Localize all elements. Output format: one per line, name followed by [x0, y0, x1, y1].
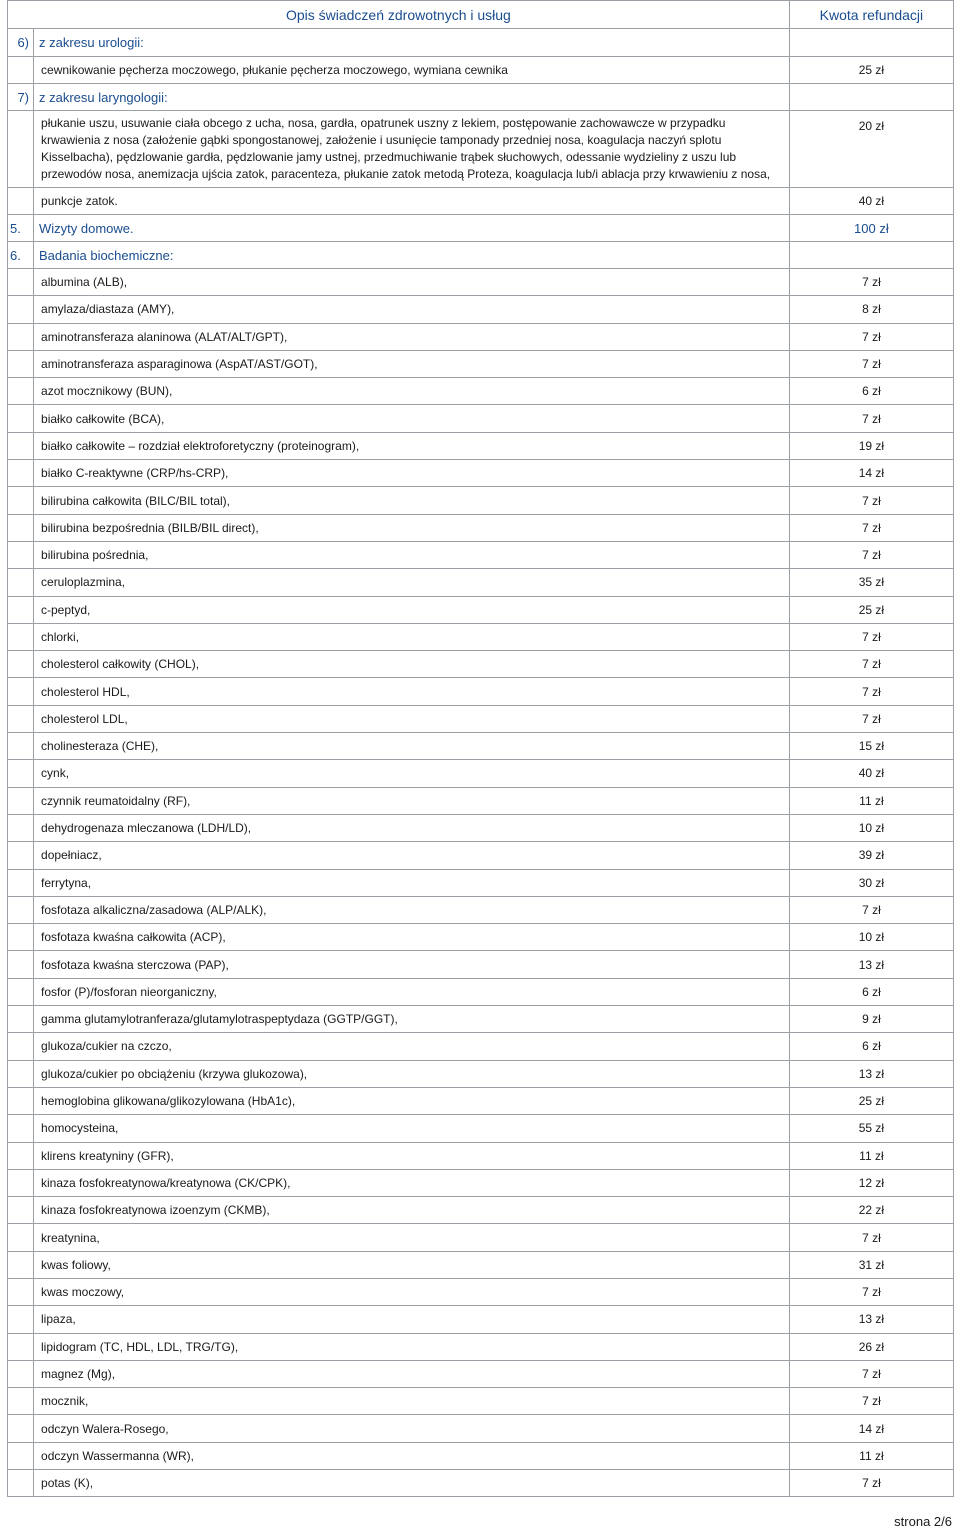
table-row: [8, 1142, 954, 1169]
item-amount: 7 zł: [789, 896, 953, 923]
item-name: dehydrogenaza mleczanowa (LDH/LD),: [34, 814, 790, 841]
table-row: [8, 378, 954, 405]
item-amount: 30 zł: [789, 869, 953, 896]
table-row: [8, 188, 954, 215]
table-row: [8, 924, 954, 951]
table-row: [8, 460, 954, 487]
item-amount: 7 zł: [789, 487, 953, 514]
item-amount: 7 zł: [789, 651, 953, 678]
item-amount: 6 zł: [789, 378, 953, 405]
item-amount: 7 zł: [789, 1360, 953, 1387]
item-name: lipaza,: [34, 1306, 790, 1333]
table-row: [8, 296, 954, 323]
item-name: kwas moczowy,: [34, 1278, 790, 1305]
item-name: bilirubina bezpośrednia (BILB/BIL direct),: [34, 514, 790, 541]
item-amount: 13 zł: [789, 1306, 953, 1333]
table-row: [8, 1415, 954, 1442]
table-row: [8, 1251, 954, 1278]
item-name: cholesterol LDL,: [34, 705, 790, 732]
section-row-laryngology: [8, 84, 954, 111]
item-name: albumina (ALB),: [34, 269, 790, 296]
item-line: krwawienia z nosa (założenie gąbki spongostanowej, założenie i usunięcie tamponady przedniej nosa, koagulacja naczyń splotu: [41, 133, 722, 147]
table-row: [8, 951, 954, 978]
item-amount: 11 zł: [789, 787, 953, 814]
table-row: [8, 1333, 954, 1360]
item-name: c-peptyd,: [34, 596, 790, 623]
item-amount: 31 zł: [789, 1251, 953, 1278]
item-name: cynk,: [34, 760, 790, 787]
item-amount: 13 zł: [789, 1060, 953, 1087]
item-amount: 25 zł: [789, 596, 953, 623]
item-amount: 7 zł: [789, 405, 953, 432]
section-number: 6.: [8, 242, 34, 269]
item-name: aminotransferaza asparaginowa (AspAT/AST/GOT),: [34, 350, 790, 377]
item-amount: 25 zł: [789, 1087, 953, 1114]
table-row: [8, 1197, 954, 1224]
table-row: [8, 814, 954, 841]
item-name: kinaza fosfokreatynowa izoenzym (CKMB),: [34, 1197, 790, 1224]
item-amount: 40 zł: [789, 188, 953, 215]
item-amount: 7 zł: [789, 269, 953, 296]
item-name: fosfotaza kwaśna całkowita (ACP),: [34, 924, 790, 951]
section-title: Badania biochemiczne:: [34, 242, 790, 269]
item-line: Kisselbacha), pędzlowanie gardła, pędzlowanie jamy ustnej, przedmuchiwanie trąbek słuchowych, odessanie wydzieliny z uszu lub: [41, 150, 737, 164]
item-name: białko całkowite (BCA),: [34, 405, 790, 432]
item-name: ceruloplazmina,: [34, 569, 790, 596]
table-row: [8, 596, 954, 623]
item-name: bilirubina całkowita (BILC/BIL total),: [34, 487, 790, 514]
table-header-row: [8, 1, 954, 29]
table-row: [8, 623, 954, 650]
item-name: amylaza/diastaza (AMY),: [34, 296, 790, 323]
table-row: [8, 432, 954, 459]
table-row: [8, 1360, 954, 1387]
table-row: [8, 1470, 954, 1497]
table-row: [8, 705, 954, 732]
section-row-biochemistry: [8, 242, 954, 269]
item-name: chlorki,: [34, 623, 790, 650]
section-amount: 100 zł: [789, 215, 953, 242]
item-amount: 26 zł: [789, 1333, 953, 1360]
page-number: strona 2/6: [894, 1514, 952, 1529]
table-row: [8, 1115, 954, 1142]
item-amount: 11 zł: [789, 1442, 953, 1469]
item-amount: 7 zł: [789, 705, 953, 732]
item-name: potas (K),: [34, 1470, 790, 1497]
table-row: [8, 323, 954, 350]
table-row: [8, 1033, 954, 1060]
section-title: z zakresu urologii:: [34, 29, 790, 57]
item-name: cholesterol całkowity (CHOL),: [34, 651, 790, 678]
item-amount: 25 zł: [789, 57, 953, 84]
item-name: odczyn Wassermanna (WR),: [34, 1442, 790, 1469]
table-row: [8, 1169, 954, 1196]
item-name: kreatynina,: [34, 1224, 790, 1251]
item-name: azot mocznikowy (BUN),: [34, 378, 790, 405]
item-name: fosfotaza alkaliczna/zasadowa (ALP/ALK),: [34, 896, 790, 923]
table-row: [8, 896, 954, 923]
table-row: [8, 541, 954, 568]
section-title: z zakresu laryngologii:: [34, 84, 790, 111]
item-name: mocznik,: [34, 1388, 790, 1415]
table-row: [8, 487, 954, 514]
item-amount: 14 zł: [789, 460, 953, 487]
table-row: [8, 1006, 954, 1033]
section-number: 7): [8, 84, 34, 111]
table-row: [8, 1087, 954, 1114]
biochem-list: [8, 269, 954, 1497]
item-amount: 8 zł: [789, 296, 953, 323]
item-name: fosfor (P)/fosforan nieorganiczny,: [34, 978, 790, 1005]
item-amount: 39 zł: [789, 842, 953, 869]
item-name: punkcje zatok.: [34, 188, 790, 215]
item-name: białko całkowite – rozdział elektroforetyczny (proteinogram),: [34, 432, 790, 459]
item-name: białko C-reaktywne (CRP/hs-CRP),: [34, 460, 790, 487]
table-row: [8, 405, 954, 432]
item-amount: 7 zł: [789, 350, 953, 377]
header-amount: Kwota refundacji: [789, 1, 953, 29]
item-amount: 40 zł: [789, 760, 953, 787]
item-name: lipidogram (TC, HDL, LDL, TRG/TG),: [34, 1333, 790, 1360]
item-name-multiline: [34, 111, 790, 188]
table-row: [8, 678, 954, 705]
table-row: [8, 569, 954, 596]
item-name: czynnik reumatoidalny (RF),: [34, 787, 790, 814]
table-row: [8, 1388, 954, 1415]
item-line: przewodów nosa, anemizacja ujścia zatok, paracenteza, płukanie zatok metodą Proteza, koagulacja lub/i ablacja przy krwawieniu z nosa,: [41, 167, 771, 181]
table-row: [8, 350, 954, 377]
table-row: [8, 978, 954, 1005]
item-name: cewnikowanie pęcherza moczowego, płukanie pęcherza moczowego, wymiana cewnika: [34, 57, 790, 84]
item-amount: 7 zł: [789, 323, 953, 350]
table-row: [8, 57, 954, 84]
section-number: 5.: [8, 215, 34, 242]
item-amount: 13 zł: [789, 951, 953, 978]
table-row: [8, 1224, 954, 1251]
item-line: płukanie uszu, usuwanie ciała obcego z ucha, nosa, gardła, opatrunek uszny z lekiem, postępowanie zachowawcze w przypadku: [41, 116, 726, 130]
item-amount: 6 zł: [789, 978, 953, 1005]
table-row: [8, 1060, 954, 1087]
item-amount: 10 zł: [789, 924, 953, 951]
item-name: bilirubina pośrednia,: [34, 541, 790, 568]
table-row: [8, 651, 954, 678]
item-amount: 22 zł: [789, 1197, 953, 1224]
table-row: [8, 514, 954, 541]
item-name: glukoza/cukier po obciążeniu (krzywa glukozowa),: [34, 1060, 790, 1087]
refund-table: [7, 0, 954, 1497]
item-name: magnez (Mg),: [34, 1360, 790, 1387]
item-amount: 15 zł: [789, 733, 953, 760]
item-amount: 20 zł: [789, 111, 953, 188]
item-amount: 7 zł: [789, 1470, 953, 1497]
header-description: Opis świadczeń zdrowotnych i usług: [8, 1, 790, 29]
item-name: odczyn Walera-Rosego,: [34, 1415, 790, 1442]
item-amount: 9 zł: [789, 1006, 953, 1033]
item-name: fosfotaza kwaśna sterczowa (PAP),: [34, 951, 790, 978]
item-amount: 55 zł: [789, 1115, 953, 1142]
item-amount: 11 zł: [789, 1142, 953, 1169]
item-name: aminotransferaza alaninowa (ALAT/ALT/GPT),: [34, 323, 790, 350]
item-name: kwas foliowy,: [34, 1251, 790, 1278]
item-amount: 7 zł: [789, 1278, 953, 1305]
item-name: hemoglobina glikowana/glikozylowana (HbA1c),: [34, 1087, 790, 1114]
item-name: cholinesteraza (CHE),: [34, 733, 790, 760]
section-number: 6): [8, 29, 34, 57]
item-name: cholesterol HDL,: [34, 678, 790, 705]
item-amount: 7 zł: [789, 678, 953, 705]
item-amount: 19 zł: [789, 432, 953, 459]
item-amount: 7 zł: [789, 1224, 953, 1251]
table-row: [8, 733, 954, 760]
item-name: gamma glutamylotranferaza/glutamylotraspeptydaza (GGTP/GGT),: [34, 1006, 790, 1033]
item-amount: 10 zł: [789, 814, 953, 841]
item-name: klirens kreatyniny (GFR),: [34, 1142, 790, 1169]
table-row: [8, 760, 954, 787]
item-amount: 7 zł: [789, 623, 953, 650]
section-row-home-visits: [8, 215, 954, 242]
item-amount: 12 zł: [789, 1169, 953, 1196]
item-amount: 6 zł: [789, 1033, 953, 1060]
table-row: [8, 1306, 954, 1333]
item-amount: 35 zł: [789, 569, 953, 596]
item-amount: 14 zł: [789, 1415, 953, 1442]
table-row: [8, 1442, 954, 1469]
item-name: dopełniacz,: [34, 842, 790, 869]
table-row: [8, 111, 954, 188]
section-row-urology: [8, 29, 954, 57]
item-name: ferrytyna,: [34, 869, 790, 896]
item-amount: 7 zł: [789, 1388, 953, 1415]
item-name: glukoza/cukier na czczo,: [34, 1033, 790, 1060]
item-amount: 7 zł: [789, 541, 953, 568]
table-row: [8, 1278, 954, 1305]
item-amount: 7 zł: [789, 514, 953, 541]
table-row: [8, 269, 954, 296]
table-row: [8, 842, 954, 869]
item-name: homocysteina,: [34, 1115, 790, 1142]
table-row: [8, 869, 954, 896]
table-row: [8, 787, 954, 814]
section-title: Wizyty domowe.: [34, 215, 790, 242]
item-name: kinaza fosfokreatynowa/kreatynowa (CK/CPK),: [34, 1169, 790, 1196]
